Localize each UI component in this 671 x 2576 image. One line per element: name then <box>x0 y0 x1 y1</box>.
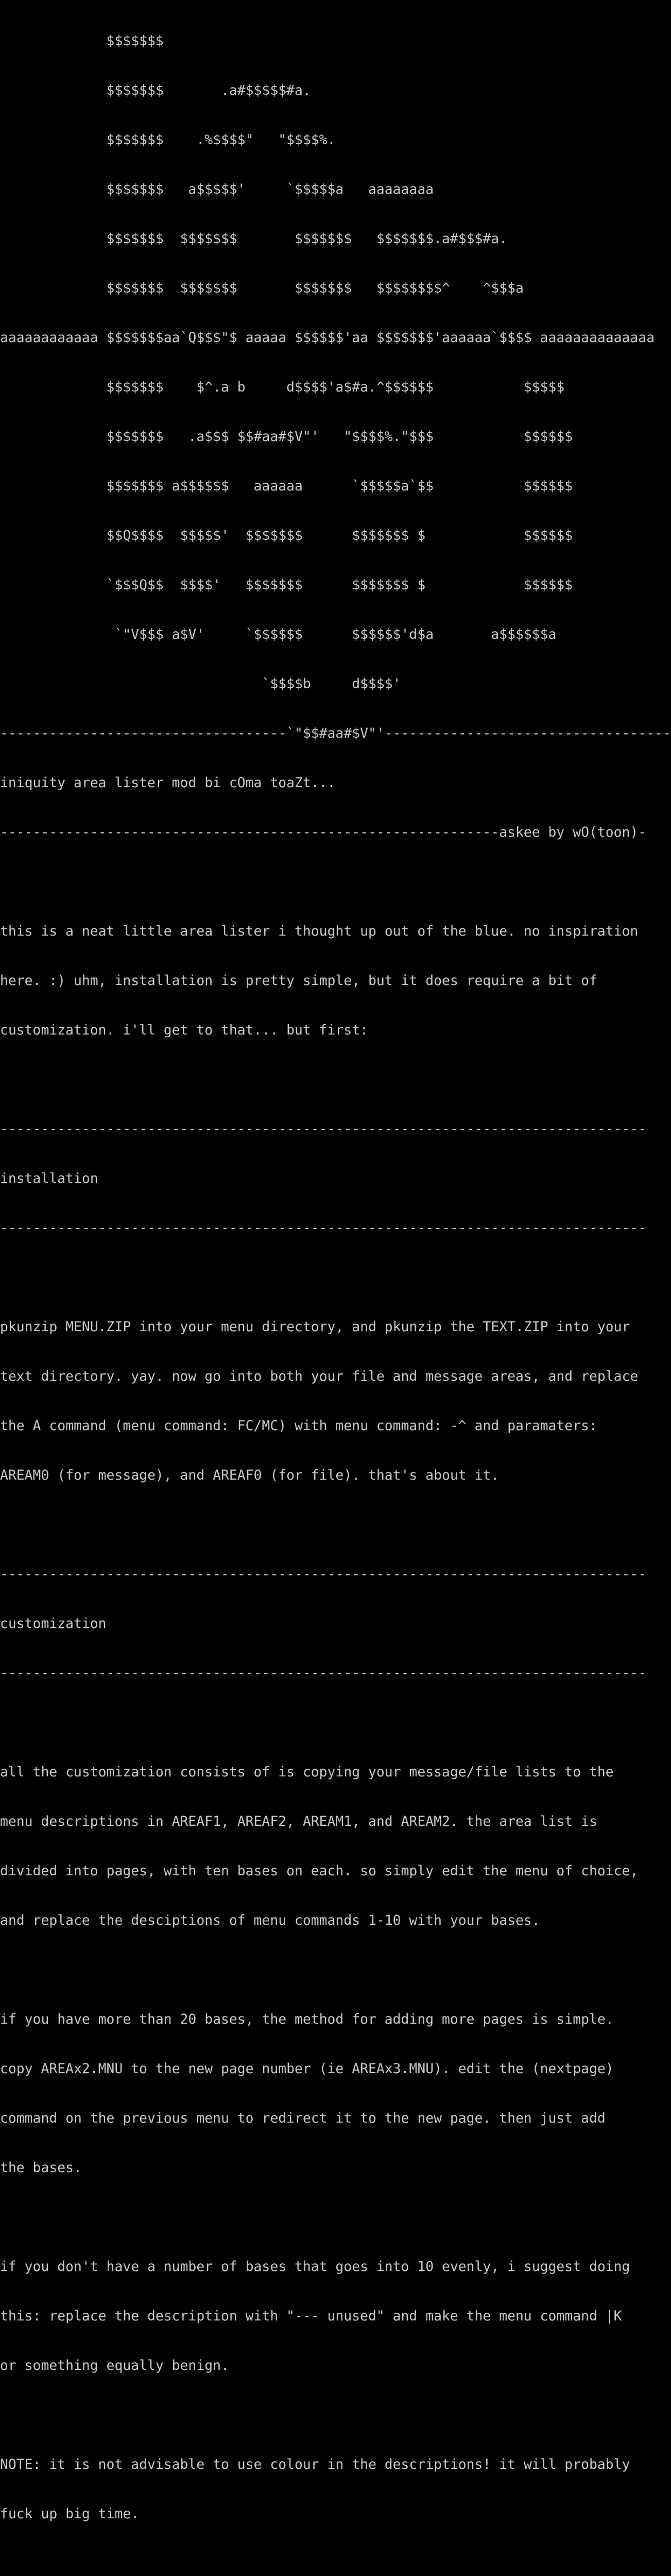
blank-line <box>0 1517 659 1533</box>
installation-text-line: the A command (menu command: FC/MC) with menu command: -^ and paramaters: <box>0 1418 597 1434</box>
ascii-art-line: `$$$$b d$$$$' <box>0 676 401 692</box>
ascii-art-line: $$$$$$$ .a#$$$$$#a. <box>0 82 311 98</box>
customization-text-line: copy AREAx2.MNU to the new page number (ie AREAx3.MNU). edit the (nextpage) <box>0 2061 614 2077</box>
ascii-art-divider: -----------------------------------`"$$#aa#$V"'----------------------------------- <box>0 725 671 741</box>
blank-line <box>0 2209 659 2226</box>
installation-text-line: AREAM0 (for message), and AREAF0 (for file). that's about it. <box>0 1467 500 1483</box>
customization-text-line: and replace the desciptions of menu commands 1-10 with your bases. <box>0 1912 540 1928</box>
customization-text-line: the bases. <box>0 2160 82 2176</box>
ascii-art-line: $$$$$$$ a$$$$$' `$$$$$a aaaaaaaa <box>0 181 434 197</box>
section-divider: ------------------------------------------------------------------------------- <box>0 1665 647 1681</box>
ascii-art-line: `$$$Q$$ $$$$' $$$$$$$ $$$$$$$ $ $$$$$$ <box>0 577 573 593</box>
installation-text-line: pkunzip MENU.ZIP into your menu directory, and pkunzip the TEXT.ZIP into your <box>0 1319 630 1335</box>
customization-text-line: menu descriptions in AREAF1, AREAF2, AREAM1, and AREAM2. the area list is <box>0 1814 597 1829</box>
document-title: iniquity area lister mod bi cOma toaZt... <box>0 775 336 791</box>
blank-line <box>0 1269 659 1286</box>
customization-text-line: all the customization consists of is copying your message/file lists to the <box>0 1764 614 1780</box>
ascii-art-line: $$Q$$$$ $$$$$' $$$$$$$ $$$$$$$ $ $$$$$$ <box>0 528 573 544</box>
ascii-art-line: $$$$$$$ $$$$$$$ $$$$$$$ $$$$$$$.a#$$$#a. <box>0 231 508 247</box>
customization-text-line: or something equally benign. <box>0 2358 229 2374</box>
blank-line <box>0 2555 659 2572</box>
ascii-art-line: aaaaaaaaaaaa $$$$$$$aa`Q$$$"$ aaaaa $$$$$$'aa $$$$$$$'aaaaaa`$$$$ aaaaaaaaaaaaaa <box>0 330 655 346</box>
installation-text-line: text directory. yay. now go into both your file and message areas, and replace <box>0 1368 639 1384</box>
ascii-art-line: $$$$$$$ .%$$$$" "$$$$%. <box>0 132 336 148</box>
intro-text-line: here. :) uhm, installation is pretty simple, but it does require a bit of <box>0 973 597 989</box>
customization-text-line: command on the previous menu to redirect it to the new page. then just add <box>0 2110 606 2126</box>
section-divider: ------------------------------------------------------------------------------- <box>0 1566 647 1582</box>
customization-text-line: if you don't have a number of bases that goes into 10 evenly, i suggest doing <box>0 2259 630 2275</box>
customization-note-line: NOTE: it is not advisable to use colour in the descriptions! it will probably <box>0 2456 630 2472</box>
ascii-art-line: $$$$$$$ $$$$$$$ $$$$$$$ $$$$$$$$^ ^$$$a <box>0 280 524 296</box>
blank-line <box>0 2407 659 2424</box>
art-credit-line: -------------------------------------------------------------askee by wO(toon)- <box>0 824 647 840</box>
blank-line <box>0 1715 659 1731</box>
section-divider: ------------------------------------------------------------------------------- <box>0 1220 647 1236</box>
blank-line <box>0 874 659 890</box>
customization-note-line: fuck up big time. <box>0 2506 140 2522</box>
ascii-art-line: `"V$$$ a$V' `$$$$$$ $$$$$$'d$a a$$$$$$a <box>0 626 557 642</box>
customization-text-line: divided into pages, with ten bases on each. so simply edit the menu of choice, <box>0 1863 639 1879</box>
customization-text-line: this: replace the description with "--- unused" and make the menu command |K <box>0 2308 622 2324</box>
blank-line <box>0 1072 659 1088</box>
customization-text-line: if you have more than 20 bases, the method for adding more pages is simple. <box>0 2011 614 2027</box>
blank-line <box>0 1962 659 1978</box>
section-heading-customization: customization <box>0 1616 107 1632</box>
ascii-art-line: $$$$$$$ <box>0 33 164 49</box>
ascii-art-line: $$$$$$$ a$$$$$$ aaaaaa `$$$$$a`$$ $$$$$$ <box>0 478 573 494</box>
intro-text-line: this is a neat little area lister i thought up out of the blue. no inspiration <box>0 923 639 939</box>
section-heading-installation: installation <box>0 1171 98 1187</box>
ascii-art-line: $$$$$$$ .a$$$ $$#aa#$V"' "$$$$%."$$$ $$$$$$ <box>0 429 573 445</box>
ascii-art-line: $$$$$$$ $^.a b d$$$$'a$#a.^$$$$$$ $$$$$ <box>0 379 565 395</box>
intro-text-line: customization. i'll get to that... but first: <box>0 1022 368 1038</box>
section-divider: ------------------------------------------------------------------------------- <box>0 1121 647 1137</box>
